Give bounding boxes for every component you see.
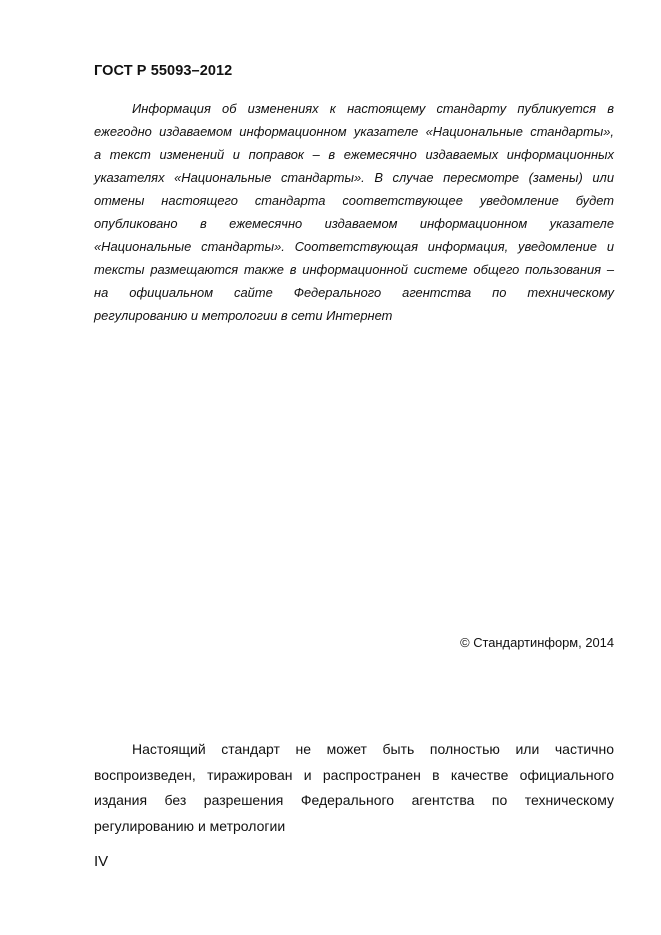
- notice-line: ежегодно издаваемом информационном указателе «Национальные стандарты»,: [94, 124, 614, 139]
- notice-line: «Национальные стандарты». Соответствующая информация, уведомление и: [94, 239, 614, 254]
- rights-line: регулированию и метрологии: [94, 817, 286, 834]
- notice-line: указателях «Национальные стандарты». В случае пересмотре (замены) или: [94, 170, 614, 185]
- notice-line: отмены настоящего стандарта соответствующее уведомление будет: [94, 193, 614, 208]
- rights-line: воспроизведен, тиражирован и распространен в качестве официального: [94, 766, 614, 783]
- reproduction-rights-paragraph: [94, 737, 614, 839]
- rights-line: Настоящий стандарт не может быть полностью или частично: [132, 741, 614, 757]
- notice-line: опубликовано в ежемесячно издаваемом информационном указателе: [94, 216, 614, 231]
- notice-line: на официальном сайте Федерального агентства по техническому: [94, 285, 614, 300]
- update-notice-paragraph: [94, 97, 614, 327]
- notice-line: тексты размещаются также в информационной системе общего пользования –: [94, 262, 614, 277]
- page-header-standard-id: ГОСТ Р 55093–2012: [94, 63, 233, 79]
- notice-line: Информация об изменениях к настоящему стандарту публикуется в: [132, 101, 614, 116]
- notice-line: регулированию и метрологии в сети Интернет: [94, 308, 393, 323]
- page-number: IV: [94, 853, 109, 870]
- rights-line: издания без разрешения Федерального агентства по техническому: [94, 792, 614, 808]
- notice-line: а текст изменений и поправок – в ежемесячно издаваемых информационных: [94, 147, 614, 162]
- copyright-notice: © Стандартинформ, 2014: [460, 635, 614, 650]
